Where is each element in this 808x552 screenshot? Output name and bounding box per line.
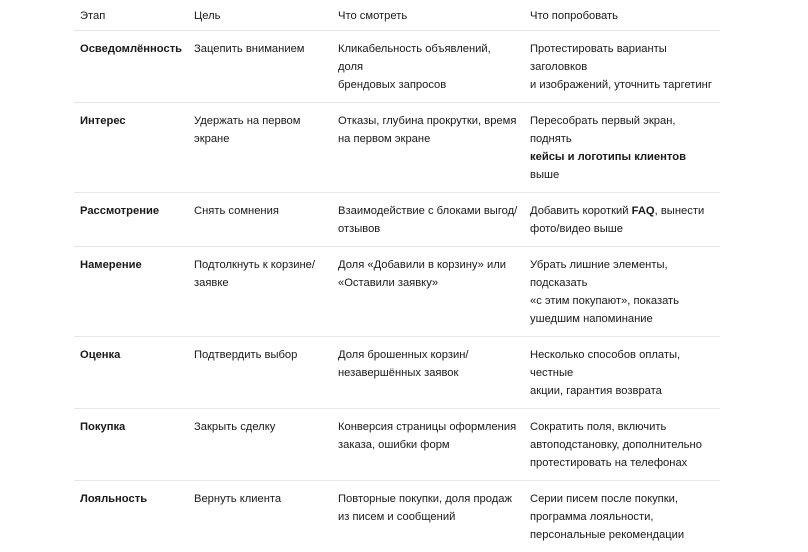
try-cell — [524, 31, 720, 103]
try-text: протестировать на телефонах — [530, 457, 687, 469]
try-cell — [524, 247, 720, 337]
try-cell — [524, 481, 720, 552]
try-text: фото/видео выше — [530, 223, 623, 235]
try-line — [530, 310, 714, 328]
header-watch: Что смотреть — [332, 0, 524, 31]
watch-cell — [332, 337, 524, 409]
try-text: программа лояльности, — [530, 511, 654, 523]
stage-cell: Осведомлённость — [74, 31, 188, 103]
watch-cell — [332, 481, 524, 552]
table-row — [74, 103, 720, 193]
try-text: ушедшим напоминание — [530, 313, 653, 325]
try-line — [530, 256, 714, 292]
watch-cell — [332, 247, 524, 337]
goal-cell — [188, 103, 332, 193]
goal-line: Подтвердить выбор — [194, 346, 326, 364]
try-line — [530, 76, 714, 94]
watch-line: на первом экране — [338, 130, 518, 148]
goal-line: Закрыть сделку — [194, 418, 326, 436]
stage-cell: Рассмотрение — [74, 193, 188, 247]
goal-line: заявке — [194, 274, 326, 292]
try-text: Сократить поля, включить — [530, 421, 666, 433]
try-line — [530, 508, 714, 526]
watch-cell — [332, 103, 524, 193]
try-cell — [524, 193, 720, 247]
watch-cell — [332, 409, 524, 481]
funnel-table — [74, 0, 720, 552]
stage-cell: Намерение — [74, 247, 188, 337]
try-text: «с этим покупают», показать — [530, 295, 679, 307]
try-line — [530, 526, 714, 544]
try-text: Убрать лишние элементы, подсказать — [530, 259, 668, 289]
header-row — [74, 0, 720, 31]
try-line — [530, 292, 714, 310]
goal-cell — [188, 31, 332, 103]
try-text: Протестировать варианты заголовков — [530, 43, 667, 73]
try-text: Пересобрать первый экран, поднять — [530, 115, 676, 145]
goal-cell — [188, 337, 332, 409]
try-line — [530, 148, 714, 184]
goal-line: Удержать на первом — [194, 112, 326, 130]
try-line — [530, 436, 714, 454]
try-line — [530, 220, 714, 238]
header-stage: Этап — [74, 0, 188, 31]
try-text: выше — [530, 169, 559, 181]
goal-line: Подтолкнуть к корзине/ — [194, 256, 326, 274]
goal-line: Снять сомнения — [194, 202, 326, 220]
watch-line: заказа, ошибки форм — [338, 436, 518, 454]
stage-cell: Лояльность — [74, 481, 188, 552]
goal-line: Зацепить вниманием — [194, 40, 326, 58]
try-line — [530, 418, 714, 436]
watch-line: Кликабельность объявлений, доля — [338, 40, 518, 76]
watch-cell — [332, 31, 524, 103]
watch-line: Отказы, глубина прокрутки, время — [338, 112, 518, 130]
try-text: Серии писем после покупки, — [530, 493, 678, 505]
table-row — [74, 31, 720, 103]
watch-line: Доля брошенных корзин/ — [338, 346, 518, 364]
header-goal: Цель — [188, 0, 332, 31]
goal-line: экране — [194, 130, 326, 148]
keyword-text: FAQ — [632, 205, 655, 217]
watch-cell — [332, 193, 524, 247]
try-line — [530, 346, 714, 382]
table-row — [74, 337, 720, 409]
try-cell — [524, 409, 720, 481]
watch-line: Доля «Добавили в корзину» или — [338, 256, 518, 274]
stage-cell: Покупка — [74, 409, 188, 481]
try-text: Добавить короткий — [530, 205, 632, 217]
table-row — [74, 481, 720, 552]
table-row — [74, 193, 720, 247]
watch-line: Конверсия страницы оформления — [338, 418, 518, 436]
try-text: акции, гарантия возврата — [530, 385, 662, 397]
try-line — [530, 490, 714, 508]
try-cell — [524, 337, 720, 409]
watch-line: незавершённых заявок — [338, 364, 518, 382]
goal-cell — [188, 247, 332, 337]
watch-line: отзывов — [338, 220, 518, 238]
goal-line: Вернуть клиента — [194, 490, 326, 508]
try-cell — [524, 103, 720, 193]
try-text: и изображений, уточнить таргетинг — [530, 79, 712, 91]
table-header — [74, 0, 720, 31]
try-text: персональные рекомендации — [530, 529, 684, 541]
watch-line: «Оставили заявку» — [338, 274, 518, 292]
try-text: , вынести — [655, 205, 705, 217]
watch-line: из писем и сообщений — [338, 508, 518, 526]
try-line — [530, 382, 714, 400]
try-text: автоподстановку, дополнительно — [530, 439, 702, 451]
try-text: Несколько способов оплаты, честные — [530, 349, 680, 379]
goal-cell — [188, 481, 332, 552]
watch-line: Повторные покупки, доля продаж — [338, 490, 518, 508]
stage-cell: Оценка — [74, 337, 188, 409]
goal-cell — [188, 409, 332, 481]
watch-line: Взаимодействие с блоками выгод/ — [338, 202, 518, 220]
watch-line: брендовых запросов — [338, 76, 518, 94]
stage-cell: Интерес — [74, 103, 188, 193]
keyword-text: кейсы и логотипы клиентов — [530, 151, 686, 163]
header-try: Что попробовать — [524, 0, 720, 31]
table-row — [74, 409, 720, 481]
try-line — [530, 112, 714, 148]
try-line — [530, 202, 714, 220]
try-line — [530, 40, 714, 76]
table-body — [74, 31, 720, 552]
goal-cell — [188, 193, 332, 247]
table-row — [74, 247, 720, 337]
